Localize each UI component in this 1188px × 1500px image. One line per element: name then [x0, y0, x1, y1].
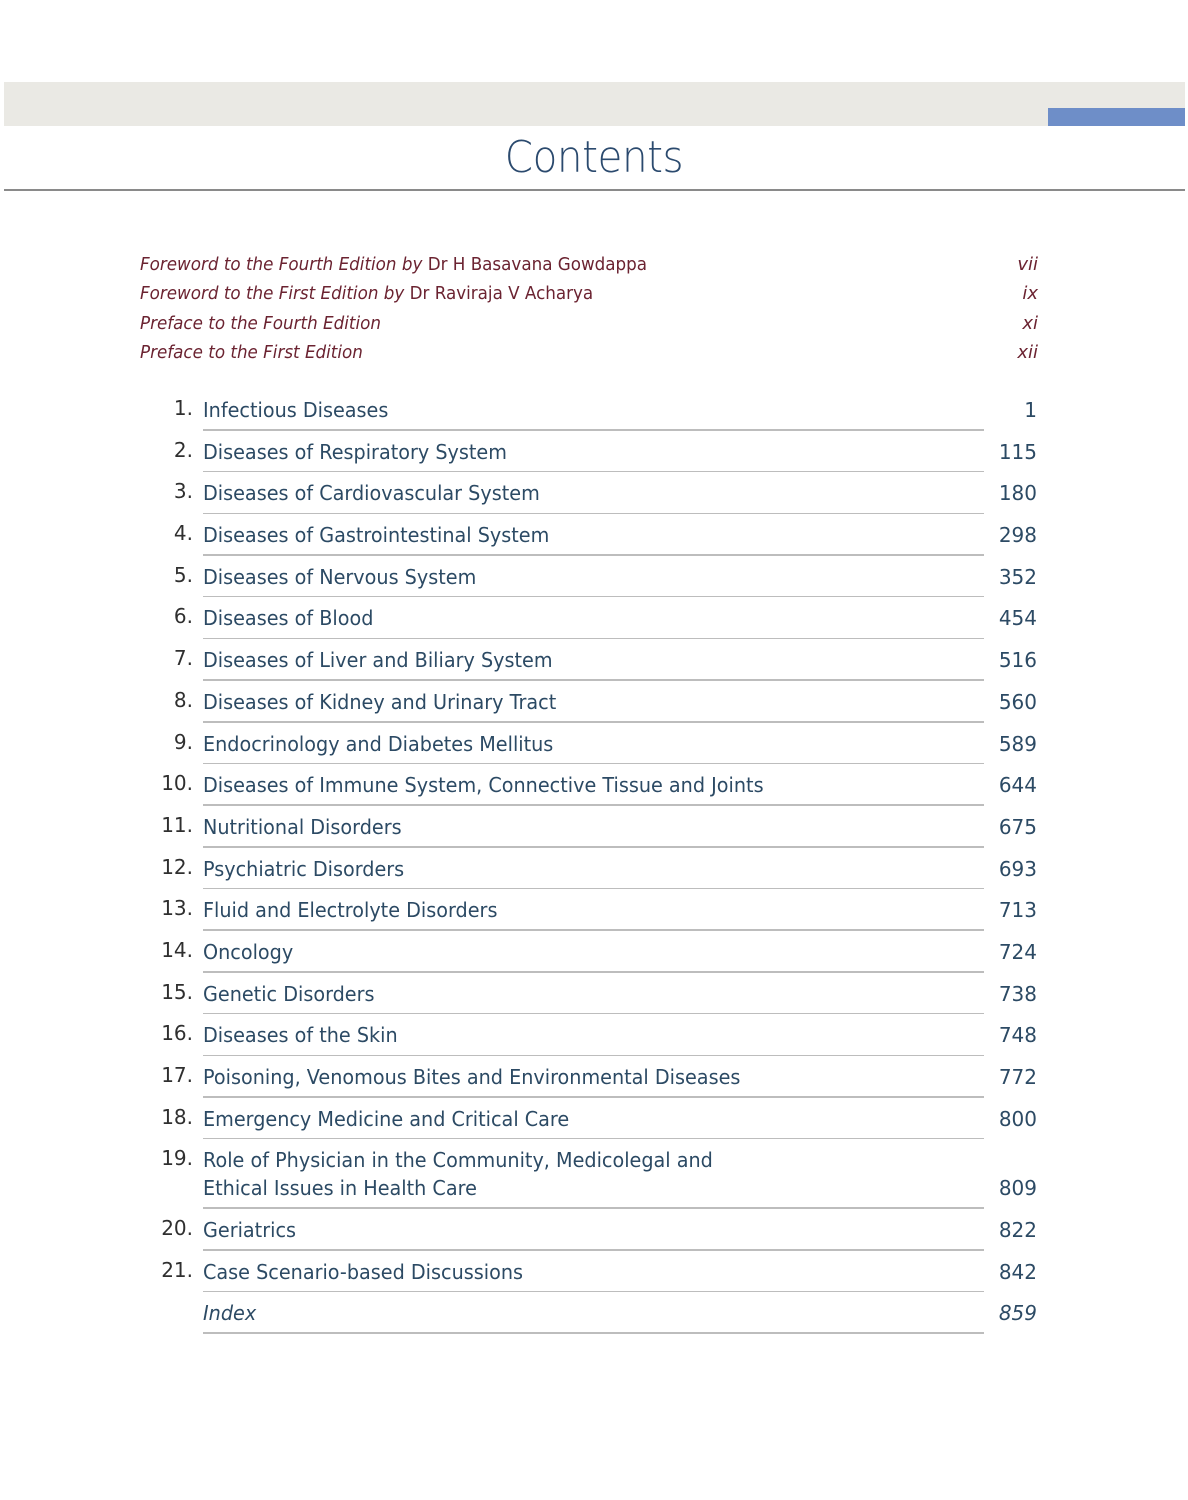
row-divider	[203, 888, 984, 890]
chapter-page: 115	[998, 439, 1037, 464]
front-matter-page: xii	[1017, 341, 1038, 363]
chapter-page: 800	[998, 1106, 1037, 1131]
chapter-number: 14.	[161, 937, 193, 962]
front-matter-item[interactable]	[140, 339, 1038, 368]
chapter-page: 644	[998, 773, 1037, 798]
chapter-page: 713	[998, 898, 1037, 923]
front-matter-page: vii	[1017, 254, 1038, 275]
chapter-title: Geriatrics	[203, 1217, 296, 1242]
front-matter-author: Dr Raviraja V Acharya	[404, 283, 594, 305]
chapter-title: Nutritional Disorders	[203, 814, 402, 839]
chapter-item[interactable]	[0, 477, 1188, 519]
chapter-number: 19.	[161, 1146, 193, 1171]
chapter-number: 17.	[161, 1063, 193, 1087]
chapter-page: 675	[998, 814, 1037, 839]
row-divider	[203, 721, 984, 723]
row-divider	[203, 1207, 984, 1209]
chapter-title: Case Scenario-based Discussions	[203, 1259, 524, 1284]
front-matter-page: xi	[1022, 312, 1038, 334]
chapter-item[interactable]	[0, 561, 1188, 603]
chapter-title: Psychiatric Disorders	[203, 856, 405, 881]
chapter-page: 298	[998, 523, 1037, 548]
chapter-item[interactable]	[0, 894, 1188, 936]
row-divider	[203, 429, 984, 431]
row-divider	[203, 1013, 984, 1015]
row-divider	[203, 1096, 984, 1098]
chapter-title: Diseases of Gastrointestinal System	[203, 523, 550, 548]
row-divider	[203, 804, 984, 806]
section-tab	[1048, 108, 1185, 126]
front-matter-item[interactable]	[140, 310, 1038, 339]
chapter-item[interactable]	[0, 769, 1188, 811]
chapter-item[interactable]	[0, 1103, 1188, 1145]
chapter-item[interactable]	[0, 811, 1188, 853]
chapter-number: 12.	[161, 854, 193, 879]
chapter-number: 11.	[161, 812, 193, 837]
chapter-number: 3.	[173, 479, 193, 504]
chapter-page: 693	[998, 856, 1037, 881]
front-matter-title	[140, 280, 593, 307]
chapter-item[interactable]	[0, 436, 1188, 478]
chapter-number: 18.	[161, 1104, 193, 1129]
chapter-number: 4.	[173, 521, 193, 546]
row-divider	[203, 513, 984, 515]
chapter-item[interactable]	[0, 686, 1188, 728]
row-divider	[203, 846, 984, 848]
row-divider	[203, 1055, 984, 1057]
chapter-number: 9.	[173, 729, 193, 754]
chapter-number: 8.	[173, 687, 193, 712]
chapter-page: 516	[998, 648, 1037, 673]
chapter-page: 738	[998, 981, 1037, 1006]
chapter-page: 589	[998, 731, 1037, 756]
front-matter-title	[140, 310, 381, 337]
page-title: Contents	[504, 132, 684, 183]
chapter-number: 15.	[161, 979, 193, 1004]
front-matter-page: ix	[1022, 283, 1038, 305]
chapter-title: Diseases of Nervous System	[203, 564, 477, 589]
chapter-list	[0, 394, 1188, 1339]
header-band	[4, 82, 1185, 126]
chapter-page: 352	[998, 564, 1037, 589]
chapter-title-line2: Ethical Issues in Health Care	[203, 1176, 477, 1201]
chapter-page: 748	[998, 1023, 1037, 1048]
chapter-item[interactable]	[0, 728, 1188, 770]
row-divider	[203, 638, 984, 640]
chapter-number: 5.	[173, 562, 193, 587]
front-matter-italic: Preface to the Fourth Edition	[140, 312, 381, 334]
chapter-item[interactable]	[0, 1256, 1188, 1298]
front-matter-item[interactable]	[140, 251, 1038, 280]
chapter-number: 7.	[173, 646, 193, 671]
chapter-item[interactable]	[0, 1214, 1188, 1256]
chapter-page: 842	[998, 1259, 1037, 1284]
chapter-page: 724	[998, 939, 1037, 964]
chapter-title: Diseases of Respiratory System	[203, 439, 507, 464]
index-title: Index	[203, 1301, 257, 1326]
chapter-page: 454	[998, 606, 1037, 631]
front-matter-title	[140, 339, 363, 366]
chapter-title: Diseases of Blood	[203, 606, 374, 631]
chapter-item[interactable]	[0, 394, 1188, 436]
chapter-number: 10.	[161, 771, 193, 796]
row-divider	[203, 971, 984, 973]
row-divider	[203, 554, 984, 556]
row-divider	[203, 929, 984, 931]
chapter-page: 822	[998, 1217, 1037, 1242]
chapter-item[interactable]	[0, 1061, 1188, 1103]
chapter-number: 2.	[173, 437, 193, 462]
chapter-title: Diseases of Kidney and Urinary Tract	[203, 689, 557, 714]
chapter-number: 1.	[173, 396, 193, 420]
front-matter-italic: Foreword to the First Edition by	[140, 283, 405, 305]
chapter-page: 1	[1024, 398, 1037, 422]
front-matter-list	[140, 251, 1038, 368]
index-item[interactable]	[0, 1297, 1188, 1339]
chapter-item[interactable]	[0, 1144, 1188, 1214]
chapter-number: 21.	[161, 1257, 193, 1282]
chapter-item[interactable]	[0, 936, 1188, 978]
chapter-title-line1: Role of Physician in the Community, Medicolegal and	[203, 1148, 713, 1173]
row-divider	[203, 1138, 984, 1140]
title-divider	[4, 189, 1185, 191]
front-matter-author: Dr H Basavana Gowdappa	[422, 254, 648, 275]
chapter-item[interactable]	[0, 853, 1188, 895]
chapter-title: Diseases of Immune System, Connective Tissue and Joints	[203, 773, 764, 798]
chapter-page: 809	[998, 1176, 1037, 1201]
chapter-item[interactable]	[0, 519, 1188, 561]
front-matter-item[interactable]	[140, 280, 1038, 309]
chapter-page: 180	[998, 481, 1037, 506]
chapter-title: Endocrinology and Diabetes Mellitus	[203, 731, 554, 756]
chapter-number: 20.	[161, 1215, 193, 1240]
chapter-number: 6.	[173, 604, 193, 629]
chapter-number: 16.	[161, 1021, 193, 1046]
front-matter-title	[140, 251, 647, 278]
chapter-title: Diseases of Cardiovascular System	[203, 481, 540, 506]
chapter-item[interactable]	[0, 602, 1188, 644]
chapter-title: Diseases of the Skin	[203, 1023, 398, 1048]
chapter-title: Emergency Medicine and Critical Care	[203, 1106, 570, 1131]
chapter-title: Infectious Diseases	[203, 398, 389, 422]
row-divider	[203, 679, 984, 681]
chapter-title: Poisoning, Venomous Bites and Environmental Diseases	[203, 1065, 741, 1089]
row-divider	[203, 1332, 984, 1334]
row-divider	[203, 763, 984, 765]
front-matter-italic: Preface to the First Edition	[140, 341, 363, 363]
row-divider	[203, 596, 984, 598]
chapter-title	[203, 1146, 713, 1202]
chapter-title: Genetic Disorders	[203, 981, 375, 1006]
chapter-page: 772	[998, 1065, 1037, 1089]
chapter-item[interactable]	[0, 978, 1188, 1020]
row-divider	[203, 471, 984, 473]
chapter-page: 560	[998, 689, 1037, 714]
chapter-title: Fluid and Electrolyte Disorders	[203, 898, 498, 923]
chapter-number: 13.	[161, 896, 193, 921]
chapter-title: Diseases of Liver and Biliary System	[203, 648, 553, 673]
front-matter-italic: Foreword to the Fourth Edition by	[140, 254, 423, 275]
row-divider	[203, 1249, 984, 1251]
index-page: 859	[998, 1301, 1037, 1326]
row-divider	[203, 1291, 984, 1293]
chapter-item[interactable]	[0, 644, 1188, 686]
chapter-item[interactable]	[0, 1019, 1188, 1061]
chapter-title: Oncology	[203, 939, 294, 964]
